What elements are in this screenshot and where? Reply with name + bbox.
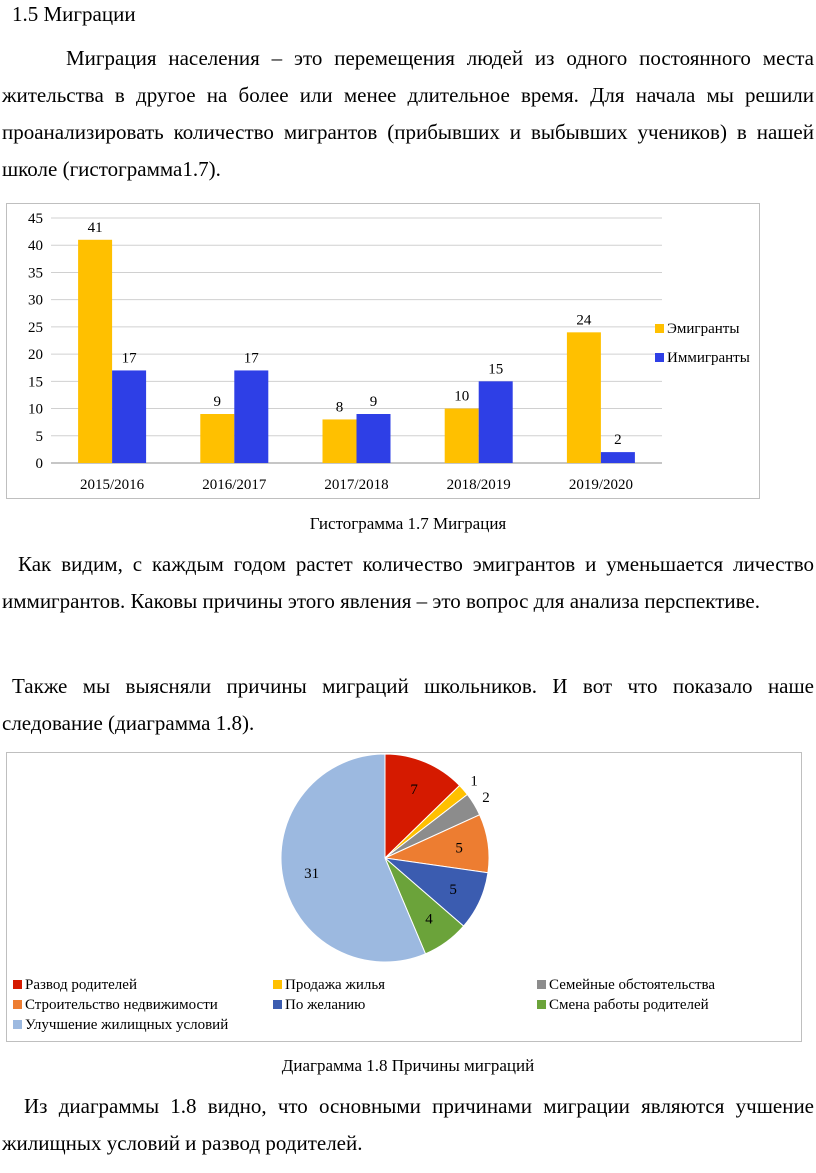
y-tick-label: 0: [35, 456, 43, 472]
pie-chart-caption: Диаграмма 1.8 Причины миграций: [281, 1056, 535, 1075]
bar: [78, 240, 112, 463]
x-tick-label: 2019/2020: [568, 477, 633, 493]
legend-label: Развод родителей: [25, 977, 137, 993]
data-label: 41: [87, 219, 103, 236]
data-label: 17: [243, 350, 259, 367]
bar: [357, 414, 391, 463]
section-heading: 1.5 Миграции: [12, 2, 136, 26]
pie-chart-frame: [6, 752, 802, 1042]
data-label: 7: [410, 782, 418, 799]
data-label: 15: [488, 361, 504, 378]
paragraph-3-text: Также мы выясняли причины миграций школьников. И вот что показало наше следование (диаграмма 1.8).: [2, 674, 814, 735]
migration-bar-chart: [7, 204, 759, 498]
bar: [445, 409, 479, 463]
migration-reasons-pie-chart: [7, 753, 801, 1041]
y-tick-label: 10: [28, 401, 43, 418]
legend-swatch: [537, 1000, 546, 1009]
bar-chart-caption: Гистограмма 1.7 Миграция: [309, 514, 507, 533]
legend-swatch: [273, 1000, 282, 1009]
data-label: 10: [454, 388, 470, 405]
data-label: 9: [369, 394, 378, 410]
legend-swatch: [273, 980, 282, 989]
data-label: 5: [449, 882, 457, 899]
legend-swatch: [655, 324, 664, 333]
data-label: 17: [121, 350, 137, 367]
paragraph-2: [2, 546, 814, 620]
data-label: 8: [335, 399, 344, 416]
paragraph-4-text: Из диаграммы 1.8 видно, что основными причинами миграции являются учшение жилищных условий и развод родителей.: [2, 1094, 814, 1155]
legend-label: Семейные обстоятельства: [549, 977, 716, 993]
data-label: 2: [482, 790, 490, 807]
bar: [200, 414, 234, 463]
x-tick-label: 2017/2018: [324, 477, 389, 493]
bar: [112, 370, 146, 463]
intro-paragraph: [2, 40, 814, 188]
x-tick-label: 2016/2017: [202, 477, 267, 493]
data-label: 2: [614, 432, 622, 449]
y-tick-label: 20: [28, 347, 43, 364]
intro-paragraph-text: Миграция населения – это перемещения людей из одного постоянного места жительства в другое на более или менее длительное время. Для начала мы решили проанализировать количество мигрантов (прибывших и выбывших учеников) в нашей школе (гистограмма1.7).: [2, 46, 814, 181]
data-label: 31: [304, 865, 320, 882]
legend-label: Эмигранты: [667, 321, 740, 337]
legend-label: Строительство недвижимости: [25, 997, 218, 1013]
y-tick-label: 15: [28, 374, 43, 391]
y-tick-label: 40: [28, 238, 43, 255]
paragraph-2-text: Как видим, с каждым годом растет количество эмигрантов и уменьшается личество иммигрантов. Каковы причины этого явления – это вопрос для анализа перспективе.: [2, 552, 814, 613]
y-tick-label: 25: [28, 319, 43, 336]
legend-label: По желанию: [285, 997, 366, 1013]
paragraph-4: [2, 1088, 814, 1162]
data-label: 4: [425, 911, 433, 928]
data-label: 5: [455, 840, 463, 857]
bar: [567, 332, 601, 463]
bar: [601, 452, 635, 463]
bar: [234, 370, 268, 463]
bar-chart-frame: [6, 203, 760, 499]
legend-swatch: [13, 1000, 22, 1009]
y-tick-label: 5: [35, 428, 43, 445]
legend-swatch: [537, 980, 546, 989]
data-label: 1: [470, 773, 478, 790]
data-label: 9: [213, 394, 222, 410]
legend-swatch: [13, 980, 22, 989]
legend-label: Смена работы родителей: [549, 997, 709, 1013]
bar: [479, 381, 513, 463]
y-tick-label: 30: [28, 292, 43, 309]
y-tick-label: 45: [28, 211, 43, 227]
x-tick-label: 2015/2016: [80, 477, 145, 493]
data-label: 24: [576, 312, 592, 329]
y-tick-label: 35: [28, 265, 43, 282]
legend-label: Иммигранты: [667, 350, 750, 366]
legend-swatch: [13, 1020, 22, 1029]
legend-label: Продажа жилья: [285, 977, 386, 993]
x-tick-label: 2018/2019: [446, 477, 511, 493]
legend-swatch: [655, 353, 664, 362]
paragraph-3: [2, 668, 814, 742]
legend-label: Улучшение жилищных условий: [25, 1017, 229, 1033]
bar: [323, 419, 357, 463]
